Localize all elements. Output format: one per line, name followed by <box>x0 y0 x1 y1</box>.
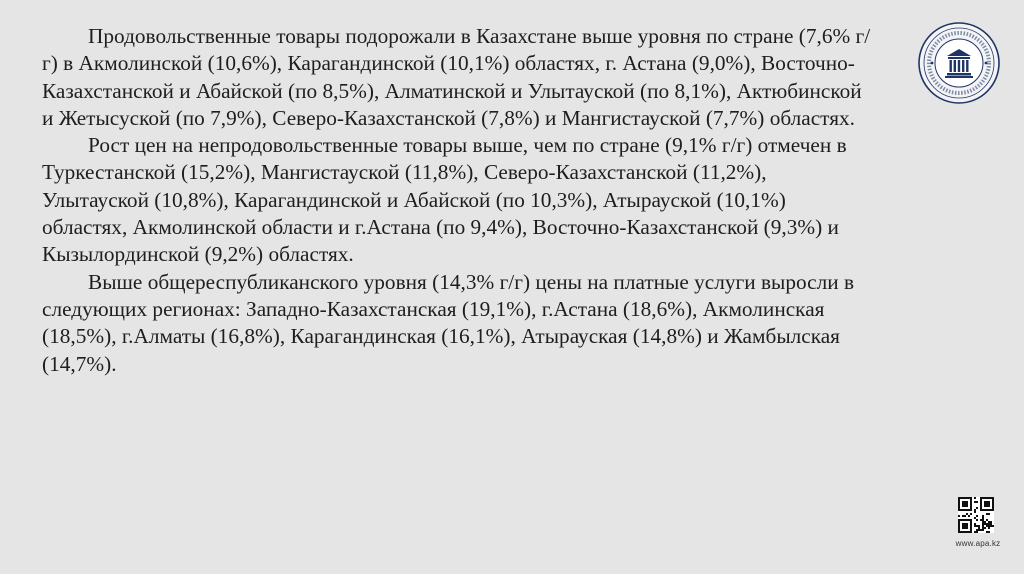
site-url[interactable]: www.apa.kz <box>955 539 1001 548</box>
qr-code-icon <box>958 497 994 533</box>
paragraph-services-prices: Выше общереспубликанского уровня (14,3% г/г) цены на платные услуги выросли в следующих регионах: Западно-Казахстанская (19,1%), г.Астана (18,6%), Акмолинская (18,5%), г.Алматы (16,8%), Карагандинская (16,1%), Атырауская (14,8%) и Жамбылская (14,7%). <box>42 269 855 376</box>
paragraph-nonfood-prices: Рост цен на непродовольственные товары выше, чем по стране (9,1% г/г) отмечен в Туркестанской (15,2%), Мангистауской (11,8%), Северо-Казахстанской (11,2%), Улытауской (10,8%), Карагандинской и Абайской (по 10,3%), Атырауской (10,1%) областях, Акмолинской области и г.Астана (по 9,4%), Восточно-Казахстанской (9,3%) и Кызылординской (9,2%) областях. <box>42 133 847 267</box>
main-text <box>42 23 872 378</box>
academy-seal-icon <box>918 22 1000 104</box>
paragraph-food-prices: Продовольственные товары подорожали в Казахстане выше уровня по стране (7,6% г/г) в Акмолинской (10,6%), Карагандинской (10,1%) областях, г. Астана (9,0%), Восточно-Казахстанской и Абайской (по 8,5%), Алматинской и Улытауской (по 8,1%), Актюбинской и Жетысуской (по 7,9%), Северо-Казахстанской (7,8%) и Мангистауской (7,7%) областях. <box>42 24 871 130</box>
